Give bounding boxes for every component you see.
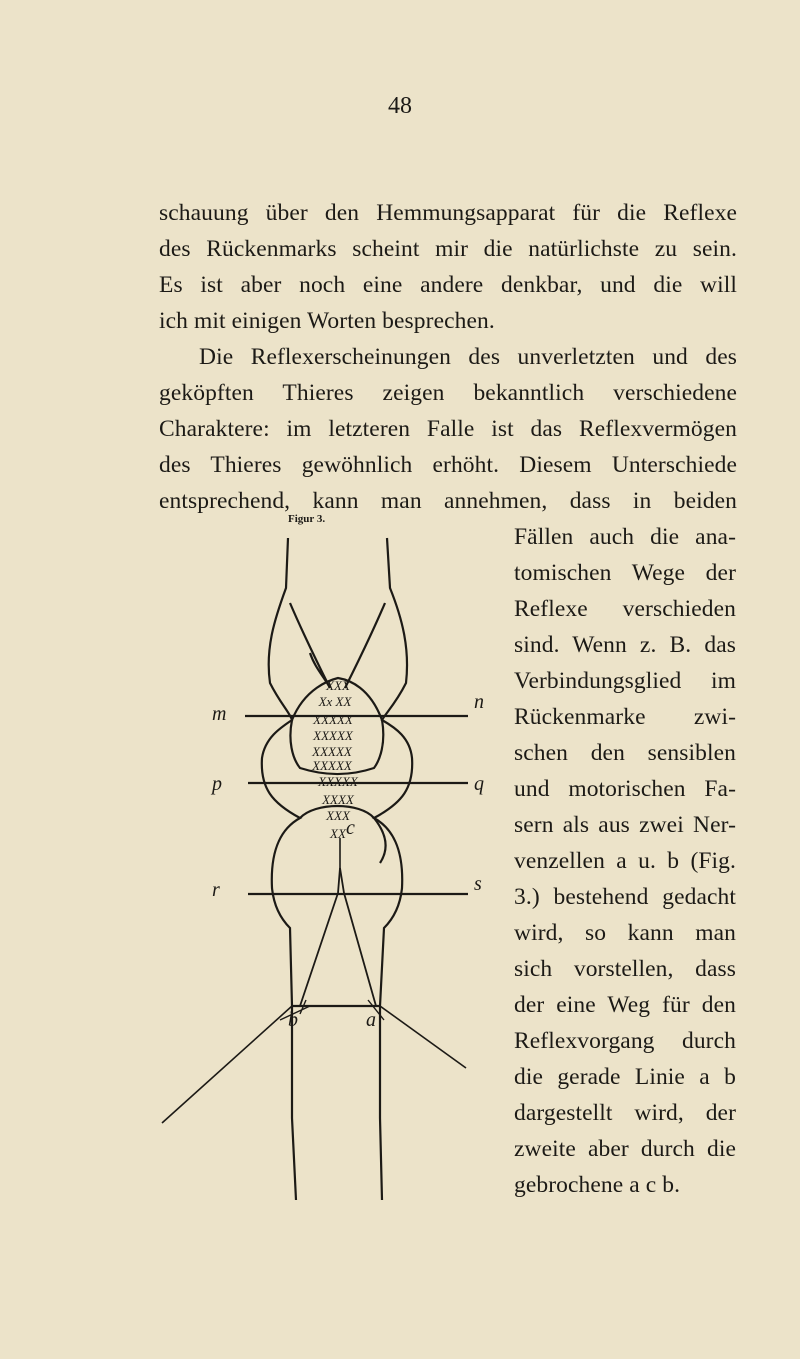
root-left [162, 1006, 292, 1123]
cell-mark-1: XXX [326, 678, 350, 693]
cell-mark-9: XXX [326, 808, 350, 823]
label-r: r [212, 879, 220, 901]
side-line-7: schen den sensiblen [514, 740, 736, 766]
cell-mark-3: XXXXX [313, 712, 353, 727]
cord-outline-left [262, 538, 300, 1200]
side-line-9: sern als aus zwei Ner- [514, 812, 736, 838]
side-line-17: dargestellt wird, der [514, 1100, 736, 1126]
cell-mark-2: Xx XX [318, 694, 352, 709]
text-line-6: geköpften Thieres zeigen bekanntlich verschiedene [159, 380, 737, 406]
text-line-4: ich mit einigen Worten besprechen. [159, 308, 495, 334]
text-line-3: Es ist aber noch eine andere denkbar, und die will [159, 272, 737, 298]
label-n: n [474, 691, 484, 713]
fibre-path-c-b [300, 868, 340, 1006]
inner-curve-left [290, 603, 330, 688]
spinal-cord-figure [212, 528, 510, 1213]
label-q: q [474, 773, 484, 795]
text-line-9: entsprechend, kann man annehmen, dass in beiden [159, 488, 737, 514]
cell-mark-4: XXXXX [313, 728, 353, 743]
cell-mark-7: XXXXX [318, 774, 358, 789]
side-line-3: Reflexe verschieden [514, 596, 736, 622]
side-line-6: Rückenmarke zwi- [514, 704, 736, 730]
label-b: b [288, 1009, 298, 1031]
label-p: p [212, 773, 222, 795]
side-line-14: der eine Weg für den [514, 992, 736, 1018]
side-line-5: Verbindungsglied im [514, 668, 736, 694]
page-number: 48 [388, 93, 412, 119]
text-line-8: des Thieres gewöhnlich erhöht. Diesem Unterschiede [159, 452, 737, 478]
text-line-5: Die Reflexerscheinungen des unverletzten und des [199, 344, 737, 370]
side-line-19: gebrochene a c b. [514, 1172, 681, 1198]
side-line-13: sich vorstellen, dass [514, 956, 736, 982]
text-line-1: schauung über den Hemmungsapparat für die Reflexe [159, 200, 737, 226]
label-c: c [346, 817, 355, 839]
text-line-2: des Rückenmarks scheint mir die natürlichste zu sein. [159, 236, 737, 262]
side-line-2: tomischen Wege der [514, 560, 736, 586]
cell-mark-8: XXXX [322, 792, 354, 807]
cell-mark-5: XXXXX [312, 744, 352, 759]
cell-mark-6: XXXXX [312, 758, 352, 773]
cord-outline-right [374, 538, 412, 1200]
side-line-4: sind. Wenn z. B. das [514, 632, 736, 658]
side-line-12: wird, so kann man [514, 920, 736, 946]
label-s: s [474, 873, 482, 895]
side-line-11: 3.) bestehend gedacht [514, 884, 736, 910]
side-line-10: venzellen a u. b (Fig. [514, 848, 736, 874]
side-line-15: Reflexvorgang durch [514, 1028, 736, 1054]
side-line-16: die gerade Linie a b [514, 1064, 736, 1090]
text-line-7: Charaktere: im letzteren Falle ist das Reflexvermögen [159, 416, 737, 442]
figure-caption: Figur 3. [288, 513, 326, 525]
fibre-path-c-a [340, 868, 376, 1006]
side-line-8: und motorischen Fa- [514, 776, 736, 802]
root-right [380, 1006, 466, 1068]
side-line-1: Fällen auch die ana- [514, 524, 736, 550]
inner-curve-right [345, 603, 385, 688]
label-a: a [366, 1009, 376, 1031]
side-line-18: zweite aber durch die [514, 1136, 736, 1162]
cell-mark-10: XX [330, 826, 346, 841]
label-m: m [212, 703, 227, 725]
